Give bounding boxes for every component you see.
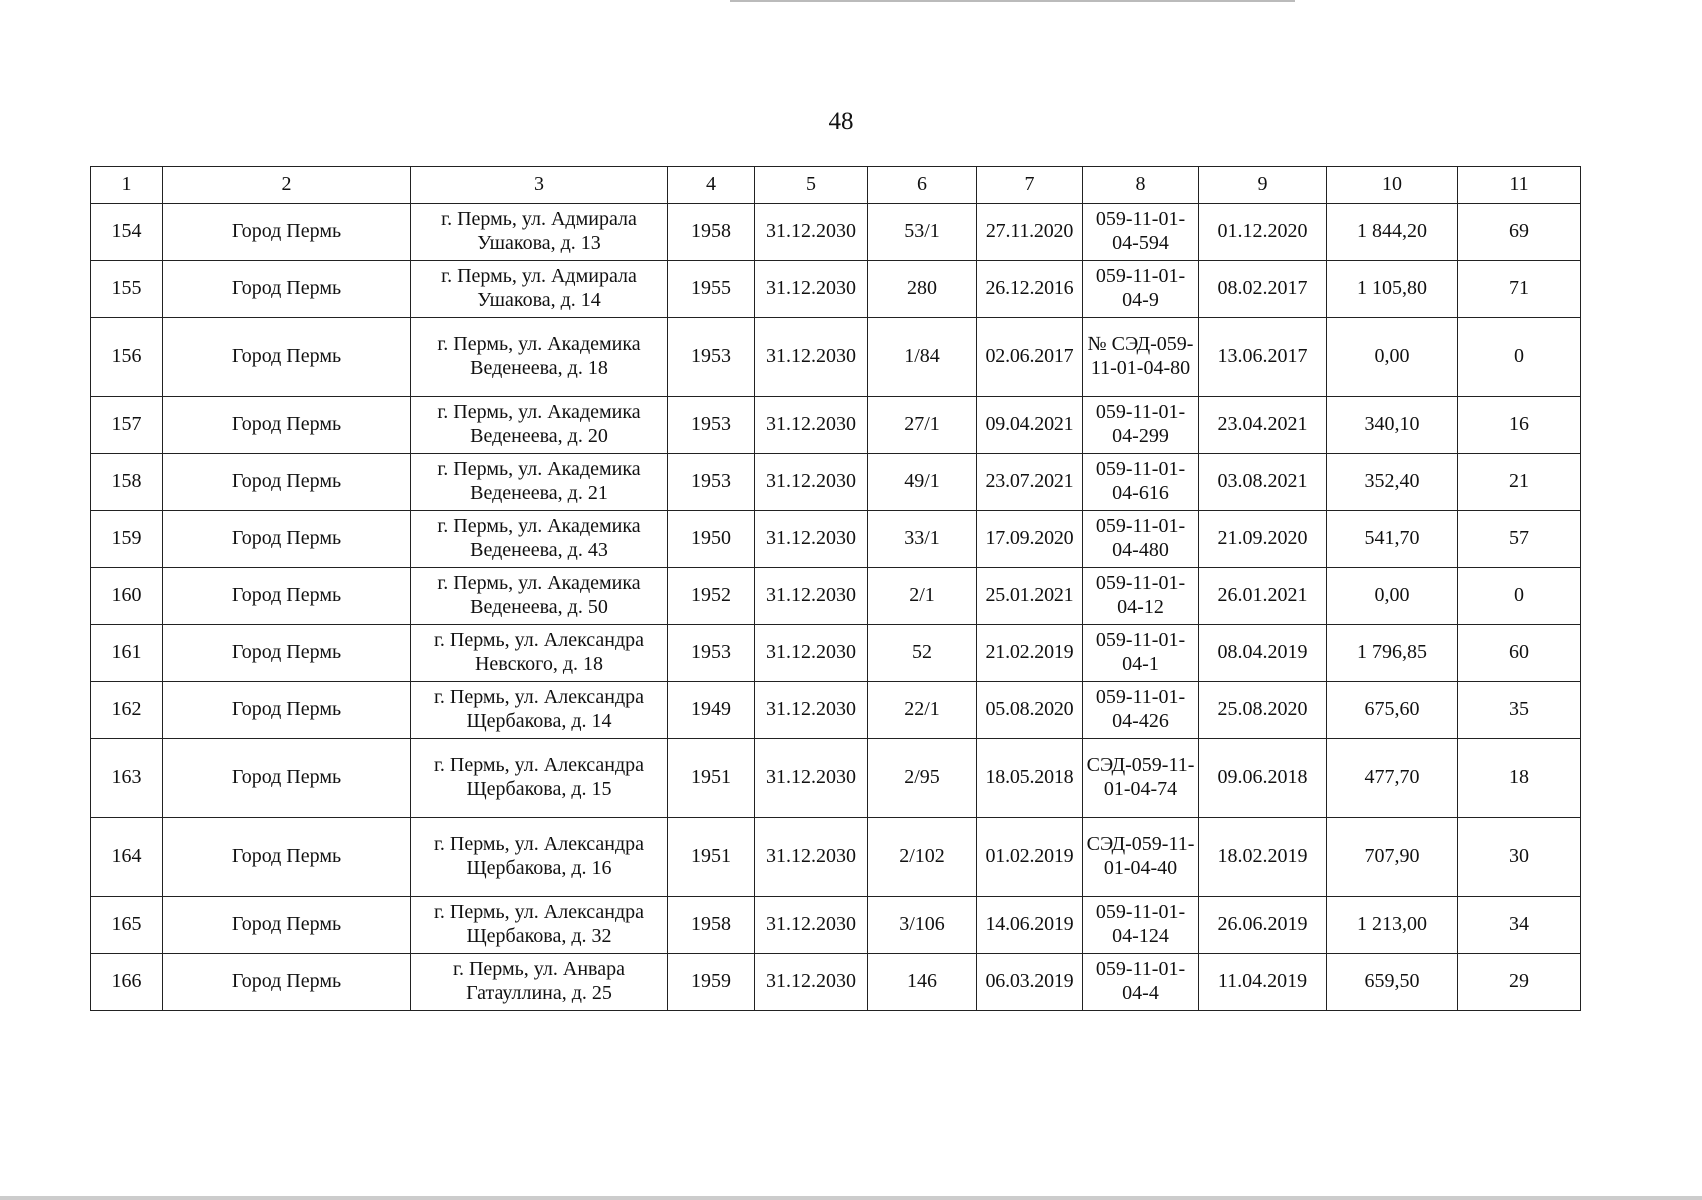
- deadline-cell: 31.12.2030: [755, 897, 868, 954]
- year-built-cell: 1953: [668, 318, 755, 397]
- column-header-5: 5: [755, 167, 868, 204]
- area-cell: 1 796,85: [1327, 625, 1458, 682]
- year-built-cell: 1953: [668, 397, 755, 454]
- address-cell: г. Пермь, ул. Александра Щербакова, д. 15: [411, 739, 668, 818]
- table-row: [91, 682, 1581, 739]
- deadline-cell: 31.12.2030: [755, 818, 868, 897]
- year-built-cell: 1951: [668, 818, 755, 897]
- decision-number-cell: 49/1: [868, 454, 977, 511]
- decision-date-cell: 09.04.2021: [977, 397, 1083, 454]
- area-cell: 352,40: [1327, 454, 1458, 511]
- decision-date-cell: 18.05.2018: [977, 739, 1083, 818]
- registration-date-cell: 23.04.2021: [1199, 397, 1327, 454]
- column-header-11: 11: [1458, 167, 1581, 204]
- municipality-cell: Город Пермь: [163, 954, 411, 1011]
- table-row: [91, 625, 1581, 682]
- row-number-cell: 164: [91, 818, 163, 897]
- decision-number-cell: 2/95: [868, 739, 977, 818]
- address-cell: г. Пермь, ул. Адмирала Ушакова, д. 13: [411, 204, 668, 261]
- area-cell: 1 844,20: [1327, 204, 1458, 261]
- decision-number-cell: 1/84: [868, 318, 977, 397]
- registration-date-cell: 13.06.2017: [1199, 318, 1327, 397]
- municipality-cell: Город Пермь: [163, 454, 411, 511]
- address-cell: г. Пермь, ул. Александра Невского, д. 18: [411, 625, 668, 682]
- year-built-cell: 1958: [668, 897, 755, 954]
- municipality-cell: Город Пермь: [163, 397, 411, 454]
- deadline-cell: 31.12.2030: [755, 397, 868, 454]
- row-number-cell: 159: [91, 511, 163, 568]
- column-header-4: 4: [668, 167, 755, 204]
- row-number-cell: 155: [91, 261, 163, 318]
- residents-cell: 16: [1458, 397, 1581, 454]
- row-number-cell: 163: [91, 739, 163, 818]
- registration-number-cell: СЭД-059-11-01-04-74: [1083, 739, 1199, 818]
- registration-date-cell: 08.04.2019: [1199, 625, 1327, 682]
- address-cell: г. Пермь, ул. Академика Веденеева, д. 18: [411, 318, 668, 397]
- column-header-3: 3: [411, 167, 668, 204]
- address-cell: г. Пермь, ул. Академика Веденеева, д. 21: [411, 454, 668, 511]
- registration-date-cell: 21.09.2020: [1199, 511, 1327, 568]
- registration-number-cell: 059-11-01-04-480: [1083, 511, 1199, 568]
- year-built-cell: 1958: [668, 204, 755, 261]
- deadline-cell: 31.12.2030: [755, 739, 868, 818]
- deadline-cell: 31.12.2030: [755, 454, 868, 511]
- row-number-cell: 156: [91, 318, 163, 397]
- municipality-cell: Город Пермь: [163, 261, 411, 318]
- decision-date-cell: 01.02.2019: [977, 818, 1083, 897]
- table-row: [91, 818, 1581, 897]
- address-cell: г. Пермь, ул. Александра Щербакова, д. 16: [411, 818, 668, 897]
- address-cell: г. Пермь, ул. Александра Щербакова, д. 14: [411, 682, 668, 739]
- row-number-cell: 165: [91, 897, 163, 954]
- municipality-cell: Город Пермь: [163, 682, 411, 739]
- registration-number-cell: СЭД-059-11-01-04-40: [1083, 818, 1199, 897]
- decision-number-cell: 3/106: [868, 897, 977, 954]
- year-built-cell: 1955: [668, 261, 755, 318]
- decision-date-cell: 14.06.2019: [977, 897, 1083, 954]
- municipality-cell: Город Пермь: [163, 204, 411, 261]
- year-built-cell: 1949: [668, 682, 755, 739]
- table-row: [91, 397, 1581, 454]
- area-cell: 1 213,00: [1327, 897, 1458, 954]
- municipality-cell: Город Пермь: [163, 568, 411, 625]
- row-number-cell: 157: [91, 397, 163, 454]
- decision-number-cell: 53/1: [868, 204, 977, 261]
- column-header-7: 7: [977, 167, 1083, 204]
- registration-date-cell: 09.06.2018: [1199, 739, 1327, 818]
- year-built-cell: 1952: [668, 568, 755, 625]
- decision-date-cell: 06.03.2019: [977, 954, 1083, 1011]
- registration-date-cell: 26.06.2019: [1199, 897, 1327, 954]
- year-built-cell: 1951: [668, 739, 755, 818]
- area-cell: 477,70: [1327, 739, 1458, 818]
- municipality-cell: Город Пермь: [163, 897, 411, 954]
- residents-cell: 29: [1458, 954, 1581, 1011]
- scan-edge-line: [730, 0, 1295, 2]
- year-built-cell: 1953: [668, 454, 755, 511]
- table-row: [91, 261, 1581, 318]
- residents-cell: 35: [1458, 682, 1581, 739]
- decision-date-cell: 27.11.2020: [977, 204, 1083, 261]
- registration-date-cell: 26.01.2021: [1199, 568, 1327, 625]
- table-body: [91, 204, 1581, 1011]
- column-header-8: 8: [1083, 167, 1199, 204]
- table-row: [91, 568, 1581, 625]
- registration-number-cell: 059-11-01-04-9: [1083, 261, 1199, 318]
- table-row: [91, 511, 1581, 568]
- residents-cell: 21: [1458, 454, 1581, 511]
- municipality-cell: Город Пермь: [163, 318, 411, 397]
- address-cell: г. Пермь, ул. Александра Щербакова, д. 32: [411, 897, 668, 954]
- column-header-1: 1: [91, 167, 163, 204]
- table-row: [91, 897, 1581, 954]
- table-row: [91, 454, 1581, 511]
- registration-number-cell: 059-11-01-04-124: [1083, 897, 1199, 954]
- decision-number-cell: 52: [868, 625, 977, 682]
- registration-date-cell: 25.08.2020: [1199, 682, 1327, 739]
- registration-number-cell: 059-11-01-04-426: [1083, 682, 1199, 739]
- column-header-9: 9: [1199, 167, 1327, 204]
- residents-cell: 69: [1458, 204, 1581, 261]
- row-number-cell: 154: [91, 204, 163, 261]
- housing-register-table: [90, 166, 1581, 1011]
- deadline-cell: 31.12.2030: [755, 682, 868, 739]
- area-cell: 1 105,80: [1327, 261, 1458, 318]
- deadline-cell: 31.12.2030: [755, 568, 868, 625]
- address-cell: г. Пермь, ул. Академика Веденеева, д. 20: [411, 397, 668, 454]
- registration-date-cell: 11.04.2019: [1199, 954, 1327, 1011]
- table-row: [91, 954, 1581, 1011]
- residents-cell: 57: [1458, 511, 1581, 568]
- page-number: 48: [828, 108, 854, 135]
- area-cell: 675,60: [1327, 682, 1458, 739]
- municipality-cell: Город Пермь: [163, 511, 411, 568]
- table-row: [91, 204, 1581, 261]
- residents-cell: 71: [1458, 261, 1581, 318]
- registration-date-cell: 08.02.2017: [1199, 261, 1327, 318]
- registration-date-cell: 01.12.2020: [1199, 204, 1327, 261]
- row-number-cell: 158: [91, 454, 163, 511]
- year-built-cell: 1959: [668, 954, 755, 1011]
- deadline-cell: 31.12.2030: [755, 954, 868, 1011]
- decision-number-cell: 280: [868, 261, 977, 318]
- deadline-cell: 31.12.2030: [755, 318, 868, 397]
- decision-date-cell: 02.06.2017: [977, 318, 1083, 397]
- registration-number-cell: 059-11-01-04-616: [1083, 454, 1199, 511]
- row-number-cell: 162: [91, 682, 163, 739]
- area-cell: 659,50: [1327, 954, 1458, 1011]
- municipality-cell: Город Пермь: [163, 625, 411, 682]
- decision-date-cell: 26.12.2016: [977, 261, 1083, 318]
- registration-number-cell: 059-11-01-04-594: [1083, 204, 1199, 261]
- column-header-6: 6: [868, 167, 977, 204]
- area-cell: 541,70: [1327, 511, 1458, 568]
- registration-date-cell: 18.02.2019: [1199, 818, 1327, 897]
- registration-number-cell: № СЭД-059-11-01-04-80: [1083, 318, 1199, 397]
- area-cell: 340,10: [1327, 397, 1458, 454]
- registration-number-cell: 059-11-01-04-4: [1083, 954, 1199, 1011]
- residents-cell: 0: [1458, 318, 1581, 397]
- decision-date-cell: 05.08.2020: [977, 682, 1083, 739]
- decision-number-cell: 22/1: [868, 682, 977, 739]
- column-header-10: 10: [1327, 167, 1458, 204]
- residents-cell: 60: [1458, 625, 1581, 682]
- year-built-cell: 1953: [668, 625, 755, 682]
- decision-date-cell: 21.02.2019: [977, 625, 1083, 682]
- deadline-cell: 31.12.2030: [755, 261, 868, 318]
- deadline-cell: 31.12.2030: [755, 625, 868, 682]
- decision-date-cell: 23.07.2021: [977, 454, 1083, 511]
- residents-cell: 18: [1458, 739, 1581, 818]
- registration-number-cell: 059-11-01-04-299: [1083, 397, 1199, 454]
- municipality-cell: Город Пермь: [163, 739, 411, 818]
- decision-number-cell: 146: [868, 954, 977, 1011]
- residents-cell: 34: [1458, 897, 1581, 954]
- address-cell: г. Пермь, ул. Анвара Гатауллина, д. 25: [411, 954, 668, 1011]
- area-cell: 707,90: [1327, 818, 1458, 897]
- year-built-cell: 1950: [668, 511, 755, 568]
- row-number-cell: 166: [91, 954, 163, 1011]
- municipality-cell: Город Пермь: [163, 818, 411, 897]
- residents-cell: 30: [1458, 818, 1581, 897]
- decision-number-cell: 2/102: [868, 818, 977, 897]
- address-cell: г. Пермь, ул. Академика Веденеева, д. 50: [411, 568, 668, 625]
- decision-number-cell: 33/1: [868, 511, 977, 568]
- address-cell: г. Пермь, ул. Академика Веденеева, д. 43: [411, 511, 668, 568]
- row-number-cell: 161: [91, 625, 163, 682]
- residents-cell: 0: [1458, 568, 1581, 625]
- deadline-cell: 31.12.2030: [755, 204, 868, 261]
- table-row: [91, 318, 1581, 397]
- address-cell: г. Пермь, ул. Адмирала Ушакова, д. 14: [411, 261, 668, 318]
- decision-date-cell: 17.09.2020: [977, 511, 1083, 568]
- row-number-cell: 160: [91, 568, 163, 625]
- header-row: [91, 167, 1581, 204]
- decision-number-cell: 2/1: [868, 568, 977, 625]
- deadline-cell: 31.12.2030: [755, 511, 868, 568]
- area-cell: 0,00: [1327, 568, 1458, 625]
- decision-date-cell: 25.01.2021: [977, 568, 1083, 625]
- registration-date-cell: 03.08.2021: [1199, 454, 1327, 511]
- registration-number-cell: 059-11-01-04-1: [1083, 625, 1199, 682]
- decision-number-cell: 27/1: [868, 397, 977, 454]
- column-header-2: 2: [163, 167, 411, 204]
- scan-edge-bottom: [0, 1196, 1702, 1200]
- area-cell: 0,00: [1327, 318, 1458, 397]
- table-row: [91, 739, 1581, 818]
- registration-number-cell: 059-11-01-04-12: [1083, 568, 1199, 625]
